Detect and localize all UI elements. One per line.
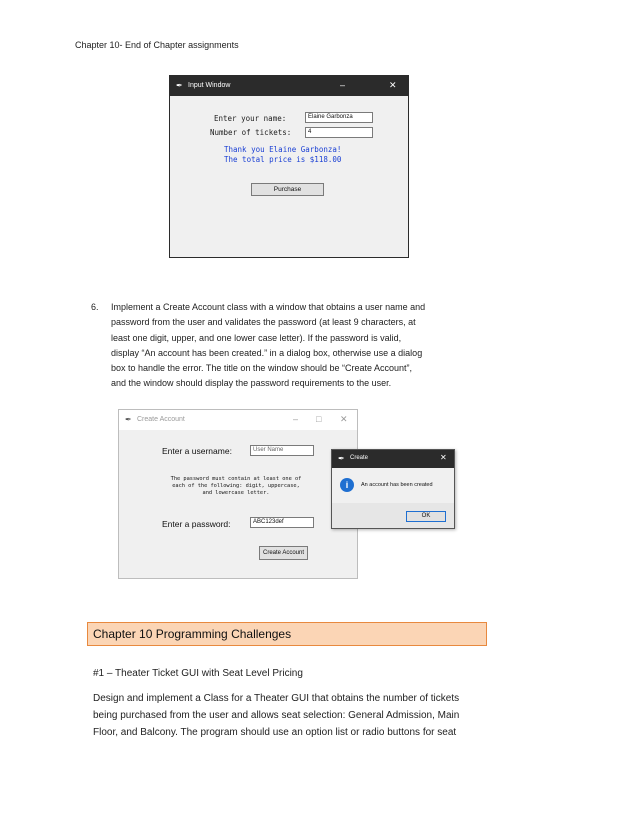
window-title: Create Account (137, 416, 185, 423)
name-input[interactable]: Elaine Garbonza (305, 112, 373, 123)
requirement-line: each of the following: digit, uppercase, (172, 483, 300, 489)
challenge1-title: #1 – Theater Ticket GUI with Seat Level Pricing (93, 668, 303, 679)
maximize-button[interactable]: □ (316, 414, 322, 424)
challenges-header: Chapter 10 Programming Challenges (93, 627, 292, 641)
requirement-line: and lowercase letter. (202, 490, 270, 496)
item6-line: least one digit, upper, and one lower case letter). If the password is valid, (111, 332, 402, 343)
dialog-close-button[interactable]: ✕ (440, 453, 447, 462)
window-title: Input Window (188, 82, 231, 89)
challenge1-line: Floor, and Balcony. The program should use an option list or radio buttons for seat (93, 727, 457, 738)
challenges-header-box (87, 622, 487, 646)
minimize-button[interactable]: – (293, 414, 299, 424)
username-input[interactable]: User Name (250, 445, 314, 456)
input-window (169, 75, 409, 258)
input-window-titlebar (170, 76, 408, 96)
ok-button[interactable]: OK (406, 511, 446, 522)
item6-line: password from the user and validates the password (at least 9 characters, at (111, 317, 416, 328)
challenge1-text (93, 690, 533, 741)
dialog-message: An account has been created (361, 482, 433, 488)
challenge1-line: Design and implement a Class for a Theater GUI that obtains the number of tickets (93, 693, 460, 704)
feather-icon: ✒ (125, 415, 132, 424)
dialog-title: Create (350, 455, 369, 461)
total-price-message: The total price is $118.00 (224, 155, 342, 164)
item6-text (111, 300, 521, 392)
feather-icon: ✒ (338, 454, 345, 463)
tickets-label: Number of tickets: (210, 128, 292, 137)
close-button[interactable]: ✕ (389, 80, 397, 90)
item6-line: display “An account has been created.” in a dialog box, otherwise use a dialog (111, 347, 423, 358)
username-label: Enter a username: (162, 446, 232, 456)
dialog-titlebar (332, 450, 454, 468)
chapter-header: Chapter 10- End of Chapter assignments (75, 40, 239, 50)
name-label: Enter your name: (214, 114, 287, 123)
feather-icon: ✒ (176, 81, 183, 90)
item6-line: box to handle the error. The title on the window should be “Create Account”, (111, 363, 413, 374)
item6-line: Implement a Create Account class with a window that obtains a user name and (111, 302, 426, 312)
password-requirements (141, 476, 331, 497)
purchase-button[interactable]: Purchase (251, 183, 324, 196)
close-button[interactable]: ✕ (340, 414, 348, 424)
requirement-line: The password must contain at least one of (170, 476, 302, 482)
account-created-dialog (331, 449, 455, 529)
challenge1-line: being purchased from the user and allows seat selection: General Admission, Main (93, 710, 460, 721)
thank-you-message: Thank you Elaine Garbonza! (224, 145, 342, 154)
create-account-button[interactable]: Create Account (259, 546, 308, 560)
password-label: Enter a password: (162, 519, 231, 529)
info-icon: i (340, 478, 354, 492)
password-input[interactable]: ABC123def (250, 517, 314, 528)
minimize-button[interactable]: – (340, 80, 346, 90)
tickets-input[interactable]: 4 (305, 127, 373, 138)
create-account-window (118, 409, 358, 579)
item6-line: and the window should display the password requirements to the user. (111, 378, 392, 389)
item6-number: 6. (91, 302, 99, 312)
create-window-titlebar (119, 410, 357, 430)
